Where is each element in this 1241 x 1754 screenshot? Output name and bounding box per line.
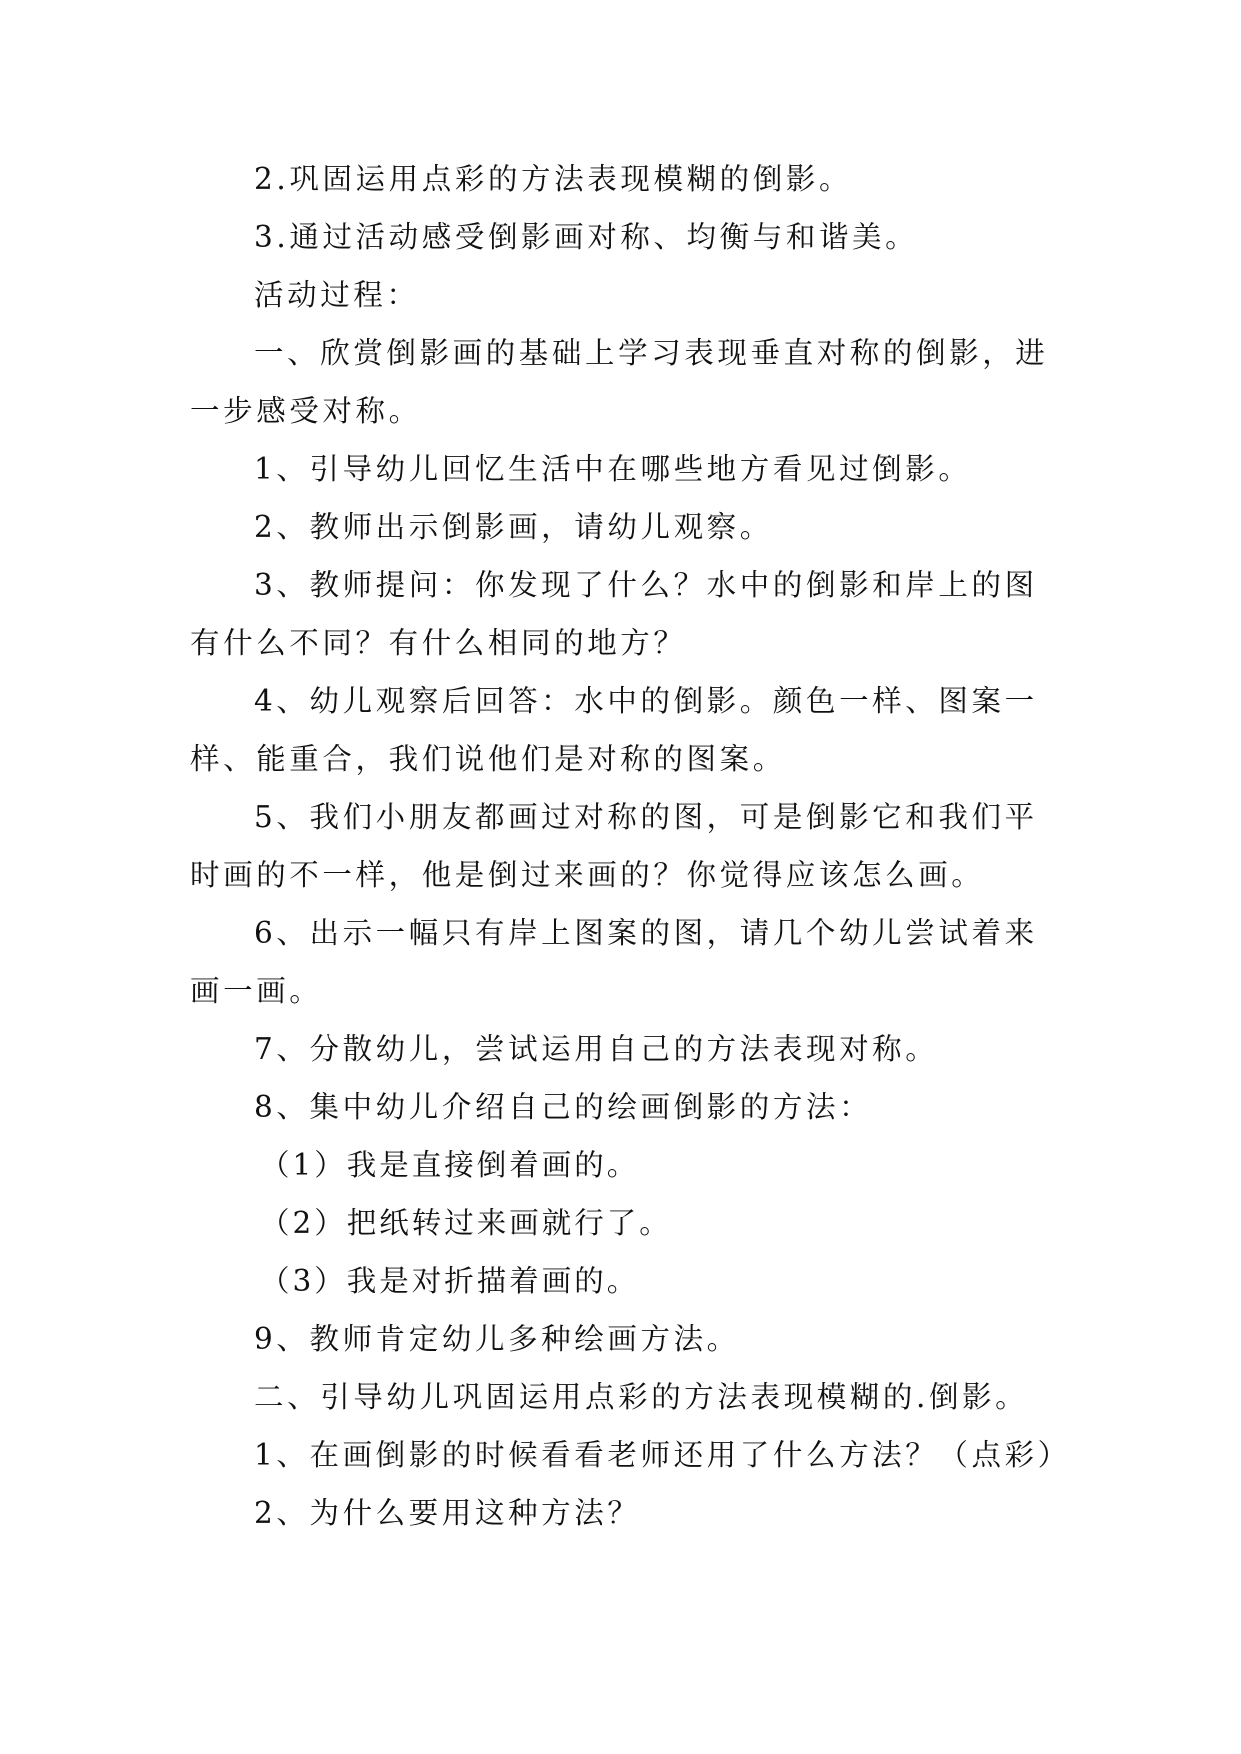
- paragraph-line-continued: 时画的不一样，他是倒过来画的？你觉得应该怎么画。: [190, 858, 985, 892]
- paragraph-line: 7、分散幼儿，尝试运用自己的方法表现对称。: [254, 1032, 939, 1066]
- paragraph-line-continued: 有什么不同？有什么相同的地方？: [190, 626, 687, 660]
- paragraph-line: 一、欣赏倒影画的基础上学习表现垂直对称的倒影，进: [254, 336, 1049, 370]
- paragraph-line-continued: 样、能重合，我们说他们是对称的图案。: [190, 742, 786, 776]
- list-item: （1）我是直接倒着画的。: [260, 1148, 640, 1182]
- document-body: [190, 150, 1070, 1542]
- paragraph-line: 9、教师肯定幼儿多种绘画方法。: [254, 1322, 740, 1356]
- paragraph-line: 2、为什么要用这种方法？: [254, 1496, 641, 1530]
- paragraph-line: 1、引导幼儿回忆生活中在哪些地方看见过倒影。: [254, 452, 972, 486]
- list-item: （3）我是对折描着画的。: [260, 1264, 640, 1298]
- paragraph-line-continued: 一步感受对称。: [190, 394, 422, 428]
- paragraph-line: 3、教师提问：你发现了什么？水中的倒影和岸上的图: [254, 568, 1038, 602]
- paragraph-line: 1、在画倒影的时候看看老师还用了什么方法？（点彩）: [254, 1438, 1071, 1472]
- paragraph-line: 6、出示一幅只有岸上图案的图，请几个幼儿尝试着来: [254, 916, 1038, 950]
- paragraph-line-continued: 画一画。: [190, 974, 323, 1008]
- section-heading: 活动过程：: [254, 278, 420, 312]
- paragraph-line: 2、教师出示倒影画，请幼儿观察。: [254, 510, 773, 544]
- paragraph-line: 2.巩固运用点彩的方法表现模糊的倒影。: [254, 162, 853, 196]
- paragraph-line: 5、我们小朋友都画过对称的图，可是倒影它和我们平: [254, 800, 1038, 834]
- paragraph-line: 8、集中幼儿介绍自己的绘画倒影的方法：: [254, 1090, 873, 1124]
- paragraph-line: 3.通过活动感受倒影画对称、均衡与和谐美。: [254, 220, 919, 254]
- paragraph-line: 二、引导幼儿巩固运用点彩的方法表现模糊的.倒影。: [254, 1380, 1029, 1414]
- list-item: （2）把纸转过来画就行了。: [260, 1206, 672, 1240]
- paragraph-line: 4、幼儿观察后回答：水中的倒影。颜色一样、图案一: [254, 684, 1038, 718]
